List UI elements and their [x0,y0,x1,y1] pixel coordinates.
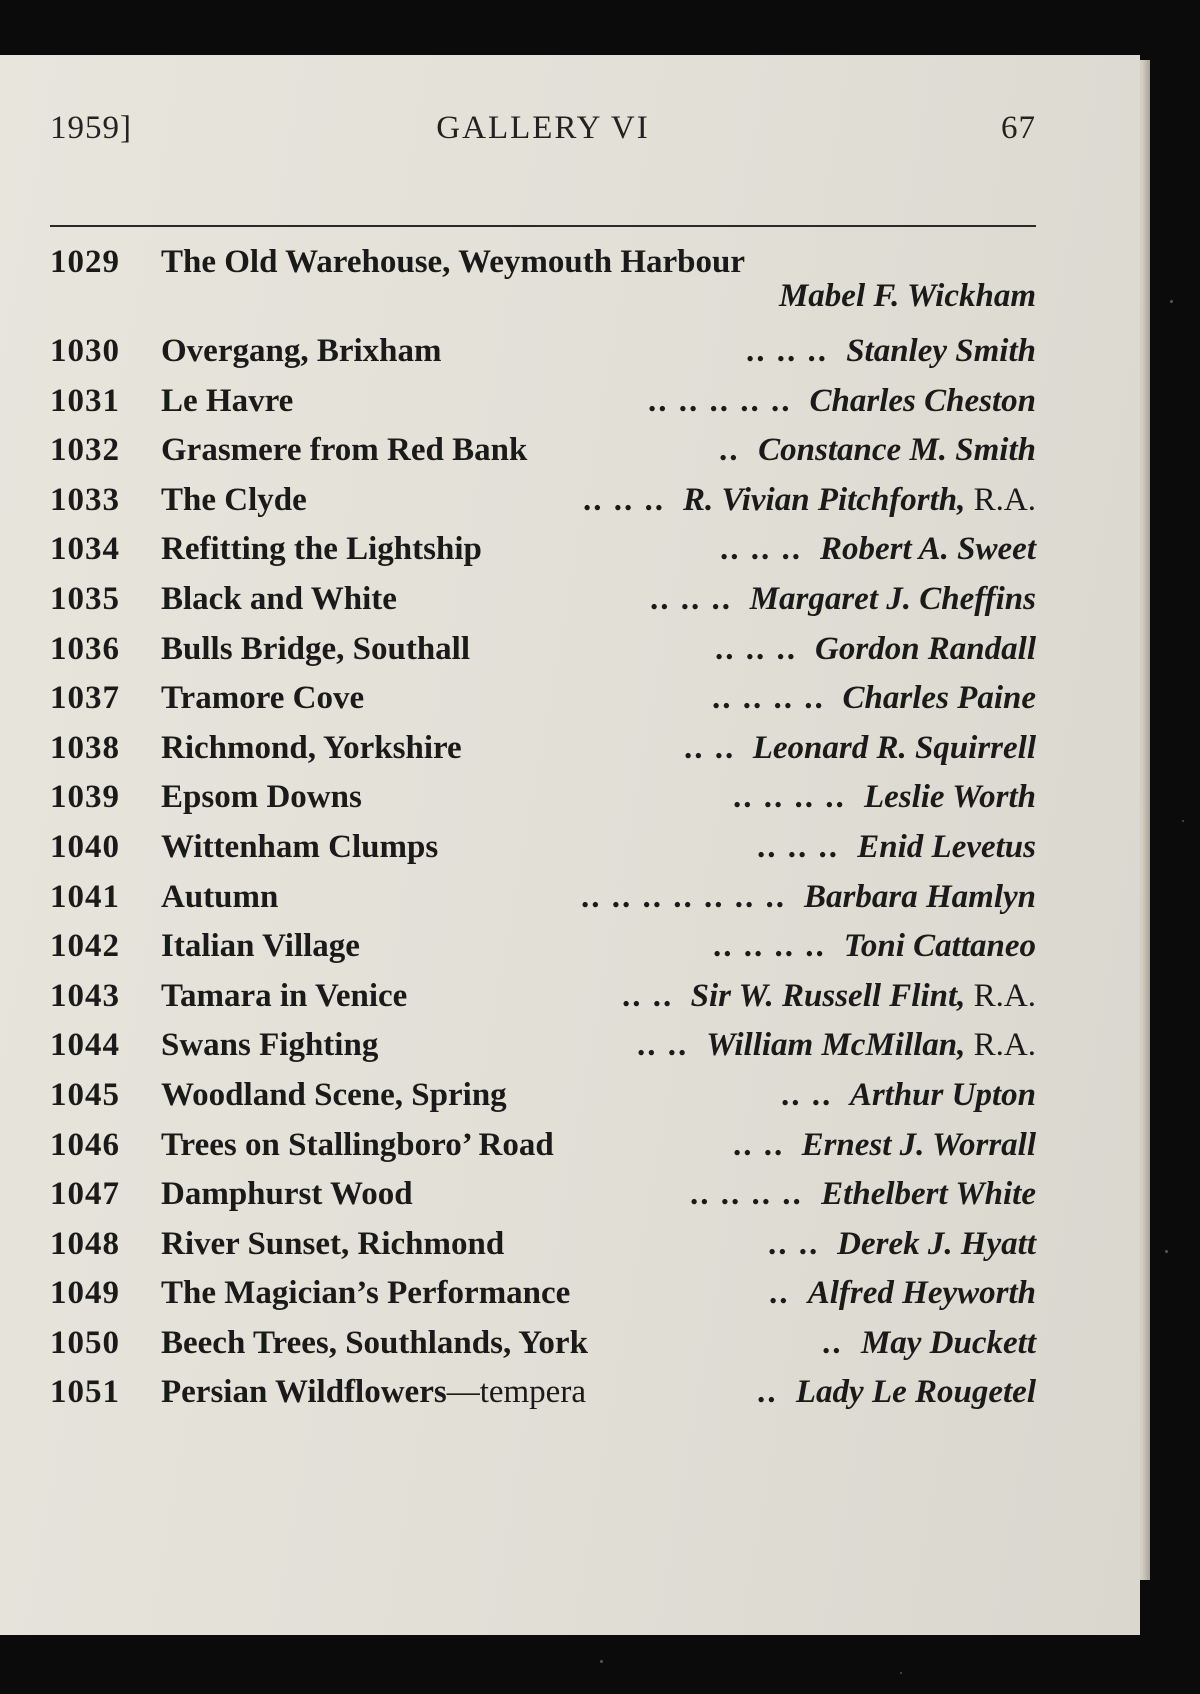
entry-number: 1029 [50,244,120,280]
entry-title-text: Swans Fighting [161,1027,379,1064]
entry-artist [857,829,1036,866]
leader-dots: .. .. .. [583,481,665,518]
leader-dots: .. .. .. [720,531,802,568]
entry-artist [808,1275,1036,1312]
entry-title [161,978,407,1015]
leader-dots: .. .. .. [757,828,839,865]
catalogue-entry [50,875,1036,925]
leader-dots: .. .. [781,1076,833,1113]
entry-artist [796,1374,1036,1411]
entry-number: 1035 [50,580,120,617]
entry-number: 1042 [50,928,120,965]
catalogue-entry [50,240,1036,329]
entry-title-text: The Old Warehouse, Weymouth Harbour [161,244,746,280]
catalogue-entry [50,627,1036,677]
entry-title-text: Trees on Stallingboro’ Road [161,1126,554,1163]
entry-artist [758,432,1036,469]
entry-title [161,1325,588,1362]
entry-artist-name: May Duckett [860,1324,1036,1361]
leader-dots: .. .. [684,729,736,766]
entry-number: 1048 [50,1225,120,1262]
catalogue-entry [50,1172,1036,1222]
entry-title-text: Tamara in Venice [161,977,408,1014]
catalogue-entry [50,428,1036,478]
entry-title [161,829,438,866]
entry-number: 1047 [50,1176,120,1213]
entry-title [161,482,307,519]
catalogue-entry [50,478,1036,528]
leader-dots: .. .. .. [650,580,732,617]
entry-artist [750,581,1036,618]
entry-artist-name: Barbara Hamlyn [804,878,1036,915]
catalogue-entry [50,1271,1036,1321]
entry-title-medium: —tempera [446,1374,586,1411]
leader-dots: .. .. [733,1126,785,1163]
catalogue-entry [50,577,1036,627]
entry-title-text: Wittenham Clumps [161,828,439,865]
entry-title-text: Bulls Bridge, Southall [161,630,471,667]
entry-artist-name: Constance M. Smith [758,432,1036,469]
entry-title-text: Woodland Scene, Spring [161,1076,507,1113]
entry-title-text: Damphurst Wood [161,1176,413,1213]
entry-title [161,1275,570,1312]
entry-title [161,1127,554,1164]
leader-dots: .. .. .. .. [733,779,846,816]
entry-artist-name: Arthur Upton [849,1076,1036,1113]
entry-title [161,680,364,717]
entry-number: 1030 [50,333,120,369]
entry-title-text: Richmond, Yorkshire [161,729,462,766]
entry-number: 1046 [50,1126,120,1163]
entry-artist-name: Charles Paine [842,680,1036,717]
entry-number: 1050 [50,1324,120,1361]
entry-artist-name: R. Vivian Pitchforth, [683,481,966,518]
entry-title-text: Le Havre [161,382,294,419]
catalogue-entry [50,924,1036,974]
entry-artist [683,482,1036,519]
entry-artist [815,631,1036,668]
leader-dots: .. [769,1275,790,1312]
entry-title-text: River Sunset, Richmond [161,1225,505,1262]
entry-artist [779,278,1036,315]
leader-dots: .. .. .. .. .. .. .. [581,878,786,915]
entry-artist-suffix: R.A. [965,1027,1036,1064]
entry-artist-name: Margaret J. Cheffins [749,580,1036,617]
page-header [50,110,1036,170]
entry-artist-name: Stanley Smith [846,333,1036,369]
entry-title-text: Beech Trees, Southlands, York [161,1324,588,1361]
catalogue-entry [50,1321,1036,1371]
entry-artist-name: Ethelbert White [821,1176,1036,1213]
entry-title [161,1077,507,1114]
entry-title-text: Italian Village [161,928,360,965]
entry-number: 1034 [50,531,120,568]
entry-title [161,631,470,668]
leader-dots: .. .. [622,977,674,1014]
entry-title [161,1027,378,1064]
entry-number: 1033 [50,481,120,518]
entry-artist [837,1226,1036,1263]
entry-title [161,531,482,568]
entry-title [161,779,362,816]
entry-artist-name: Sir W. Russell Flint, [690,977,966,1014]
catalogue-entry [50,726,1036,776]
entry-title [161,730,462,767]
entry-title [161,383,293,420]
entry-number: 1043 [50,977,120,1014]
entry-artist [844,928,1036,965]
entry-artist [861,1325,1036,1362]
catalogue-entry [50,329,1036,379]
leader-dots: .. .. .. .. [690,1176,803,1213]
entry-title-text: Overgang, Brixham [161,333,442,369]
catalogue-entry [50,527,1036,577]
entry-number: 1039 [50,779,120,816]
entry-title [161,879,278,916]
entry-number: 1031 [50,382,120,419]
entry-number: 1038 [50,729,120,766]
leader-dots: .. .. .. .. .. [648,382,792,419]
catalogue-entries [50,240,1036,1420]
entry-artist-suffix: R.A. [965,481,1036,518]
entry-artist [820,531,1036,568]
entry-artist [846,333,1036,370]
entry-artist-name: Gordon Randall [815,630,1036,667]
entry-artist-name: Leonard R. Squirrell [752,729,1036,766]
entry-title-text: Autumn [161,878,279,915]
catalogue-entry [50,676,1036,726]
leader-dots: .. .. .. [715,630,797,667]
entry-artist-name: Enid Levetus [857,828,1036,865]
entry-artist-suffix: R.A. [965,977,1036,1014]
entry-artist [843,680,1036,717]
entry-title-text: The Clyde [161,481,307,518]
entry-number: 1041 [50,878,120,915]
entry-artist-name: Derek J. Hyatt [837,1225,1036,1262]
entry-number: 1051 [50,1374,120,1411]
entry-artist [850,1077,1036,1114]
catalogue-entry [50,379,1036,429]
entry-artist [804,879,1036,916]
header-rule [50,225,1036,227]
entry-number: 1049 [50,1275,120,1312]
catalogue-entry [50,1023,1036,1073]
entry-artist [864,779,1036,816]
entry-title [161,432,527,469]
entry-title [161,1374,586,1411]
entry-number: 1032 [50,432,120,469]
entry-number: 1037 [50,680,120,717]
entry-artist-name: Robert A. Sweet [819,531,1036,568]
entry-title-text: Black and White [161,580,397,617]
entry-artist-name: Mabel F. Wickham [778,278,1036,314]
entry-artist [821,1176,1036,1213]
header-page-number: 67 [1001,110,1036,146]
leader-dots: .. [719,432,740,469]
entry-artist [810,383,1037,420]
entry-artist-name: William McMillan, [706,1027,966,1064]
entry-artist [691,978,1036,1015]
leader-dots: .. .. [637,1027,689,1064]
entry-number: 1040 [50,828,120,865]
entry-title-text: Grasmere from Red Bank [161,432,528,469]
entry-artist-name: Alfred Heyworth [807,1275,1036,1312]
entry-title [161,333,441,370]
entry-title-text: Tramore Cove [161,680,365,717]
entry-artist [706,1027,1036,1064]
leader-dots: .. [822,1324,843,1361]
catalogue-entry [50,1370,1036,1420]
entry-number: 1045 [50,1076,120,1113]
entry-title [161,1226,504,1263]
catalogue-entry [50,1222,1036,1272]
entry-title-text: The Magician’s Performance [161,1275,571,1312]
entry-title [161,581,397,618]
catalogue-entry [50,775,1036,825]
leader-dots: .. .. .. .. [712,680,825,717]
header-year: 1959] [50,110,132,146]
entry-title [161,244,745,281]
entry-artist-name: Lady Le Rougetel [795,1374,1036,1411]
leader-dots: .. .. .. [746,333,828,369]
entry-artist-name: Leslie Worth [863,779,1036,816]
entry-number: 1044 [50,1027,120,1064]
entry-artist [802,1127,1036,1164]
leader-dots: .. [757,1374,778,1411]
entry-artist-name: Charles Cheston [809,382,1036,419]
entry-title [161,928,360,965]
entry-number: 1036 [50,630,120,667]
catalogue-entry [50,1073,1036,1123]
catalogue-entry [50,1123,1036,1173]
entry-title-text: Refitting the Lightship [161,531,482,568]
entry-title-text: Epsom Downs [161,779,362,816]
leader-dots: .. .. .. .. [713,928,826,965]
leader-dots: .. .. [768,1225,820,1262]
header-gallery-title: GALLERY VI [436,110,650,146]
catalogue-entry [50,825,1036,875]
entry-artist-name: Ernest J. Worrall [801,1126,1036,1163]
entry-artist [753,730,1036,767]
entry-title-text: Persian Wildflowers [161,1374,447,1411]
catalogue-entry [50,974,1036,1024]
entry-artist-name: Toni Cattaneo [843,928,1036,965]
entry-title [161,1176,413,1213]
